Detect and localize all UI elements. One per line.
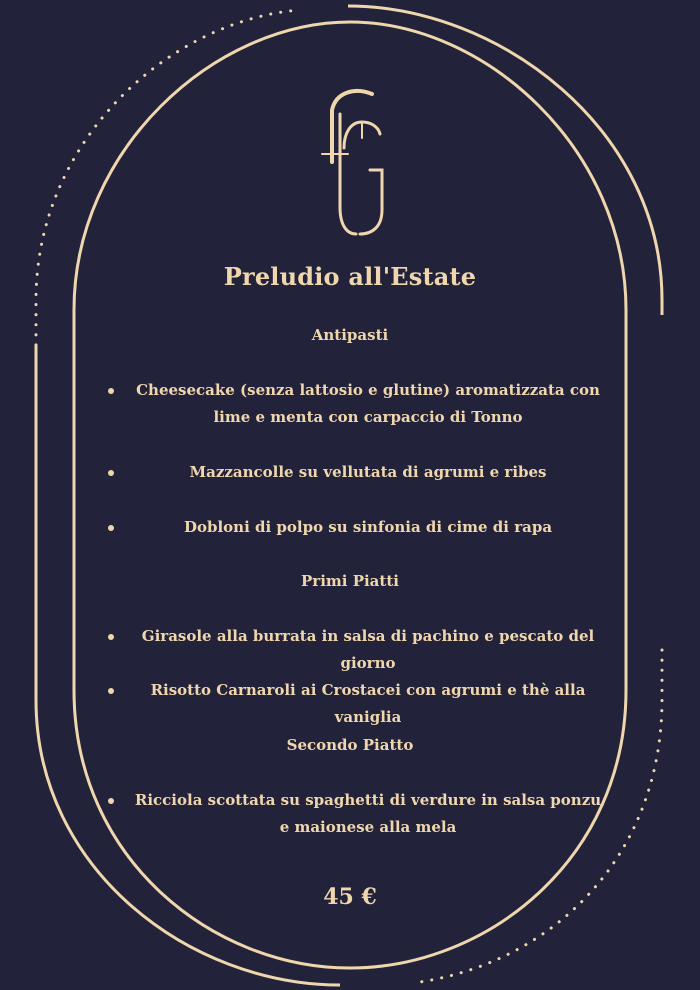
menu-item-text: Cheesecake (senza lattosio e glutine) aromatizzata con lime e menta con carpaccio di Tonno xyxy=(136,381,600,426)
menu-price: 45 € xyxy=(323,884,377,910)
menu-item-text: Mazzancolle su vellutata di agrumi e ribes xyxy=(189,463,547,481)
bullet-icon xyxy=(108,388,114,394)
menu-item-text: Dobloni di polpo su sinfonia di cime di rapa xyxy=(183,518,553,536)
menu-item xyxy=(108,787,608,841)
menu-item xyxy=(108,377,608,431)
section-heading-primi-piatti: Primi Piatti xyxy=(301,572,399,590)
section-heading-antipasti: Antipasti xyxy=(311,326,389,344)
menu-title: Preludio all'Estate xyxy=(223,262,477,291)
menu-item xyxy=(108,623,608,677)
bullet-icon xyxy=(108,634,114,640)
menu-item-text: Girasole alla burrata in salsa di pachino e pescato del giorno xyxy=(141,627,595,672)
section-heading-secondo-piatto: Secondo Piatto xyxy=(286,736,414,754)
bullet-icon xyxy=(108,688,114,694)
bullet-icon xyxy=(108,470,114,476)
menu-item-text: Risotto Carnaroli ai Crostacei con agrumi e thè alla vaniglia xyxy=(150,681,586,726)
monogram-logo xyxy=(300,82,400,242)
bullet-icon xyxy=(108,798,114,804)
menu-item-text: Ricciola scottata su spaghetti di verdure in salsa ponzu e maionese alla mela xyxy=(134,791,602,836)
menu-item xyxy=(108,459,608,486)
menu-item xyxy=(108,677,608,731)
bullet-icon xyxy=(108,525,114,531)
menu-item xyxy=(108,514,608,541)
